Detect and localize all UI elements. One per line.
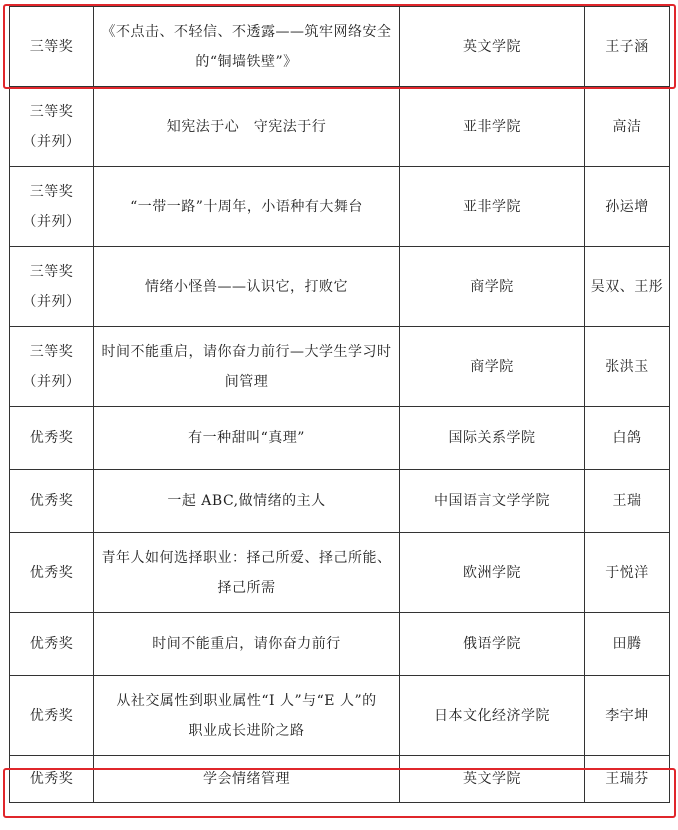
award-cell: 优秀奖 [10,470,94,533]
title-cell: 从社交属性到职业属性“I 人”与“E 人”的 职业成长进阶之路 [94,676,400,756]
name-cell: 于悦洋 [585,533,670,613]
award-cell: 三等奖 （并列） [10,167,94,247]
table-row [10,87,670,167]
table-row [10,247,670,327]
table-row [10,7,670,87]
college-cell: 欧洲学院 [400,533,585,613]
name-cell: 王瑞芬 [585,756,670,803]
title-cell: 时间不能重启，请你奋力前行 [94,613,400,676]
table-row [10,533,670,613]
name-cell: 孙运增 [585,167,670,247]
table-row [10,676,670,756]
name-cell: 高洁 [585,87,670,167]
title-cell: 时间不能重启，请你奋力前行—大学生学习时 间管理 [94,327,400,407]
table-row [10,167,670,247]
name-cell: 李宇坤 [585,676,670,756]
college-cell: 亚非学院 [400,167,585,247]
name-cell: 白鸽 [585,407,670,470]
college-cell: 俄语学院 [400,613,585,676]
title-cell: 《不点击、不轻信、不透露——筑牢网络安全 的“铜墙铁壁”》 [94,7,400,87]
name-cell: 王瑞 [585,470,670,533]
college-cell: 商学院 [400,247,585,327]
award-cell: 优秀奖 [10,533,94,613]
college-cell: 中国语言文学学院 [400,470,585,533]
award-cell: 优秀奖 [10,676,94,756]
college-cell: 英文学院 [400,756,585,803]
table-row [10,613,670,676]
award-cell: 优秀奖 [10,407,94,470]
award-cell: 优秀奖 [10,756,94,803]
award-cell: 优秀奖 [10,613,94,676]
award-cell: 三等奖 （并列） [10,327,94,407]
title-cell: 一起 ABC,做情绪的主人 [94,470,400,533]
title-cell: “一带一路”十周年，小语种有大舞台 [94,167,400,247]
award-cell: 三等奖 （并列） [10,87,94,167]
table-row [10,470,670,533]
title-cell: 知宪法于心 守宪法于行 [94,87,400,167]
name-cell: 王子涵 [585,7,670,87]
title-cell: 学会情绪管理 [94,756,400,803]
award-table [9,6,670,803]
award-cell: 三等奖 （并列） [10,247,94,327]
table-row [10,327,670,407]
college-cell: 亚非学院 [400,87,585,167]
college-cell: 日本文化经济学院 [400,676,585,756]
college-cell: 商学院 [400,327,585,407]
title-cell: 青年人如何选择职业：择己所爱、择己所能、 择己所需 [94,533,400,613]
college-cell: 国际关系学院 [400,407,585,470]
table-row [10,407,670,470]
title-cell: 情绪小怪兽——认识它，打败它 [94,247,400,327]
college-cell: 英文学院 [400,7,585,87]
title-cell: 有一种甜叫“真理” [94,407,400,470]
name-cell: 田腾 [585,613,670,676]
name-cell: 吴双、王彤 [585,247,670,327]
award-cell: 三等奖 [10,7,94,87]
name-cell: 张洪玉 [585,327,670,407]
table-row [10,756,670,803]
